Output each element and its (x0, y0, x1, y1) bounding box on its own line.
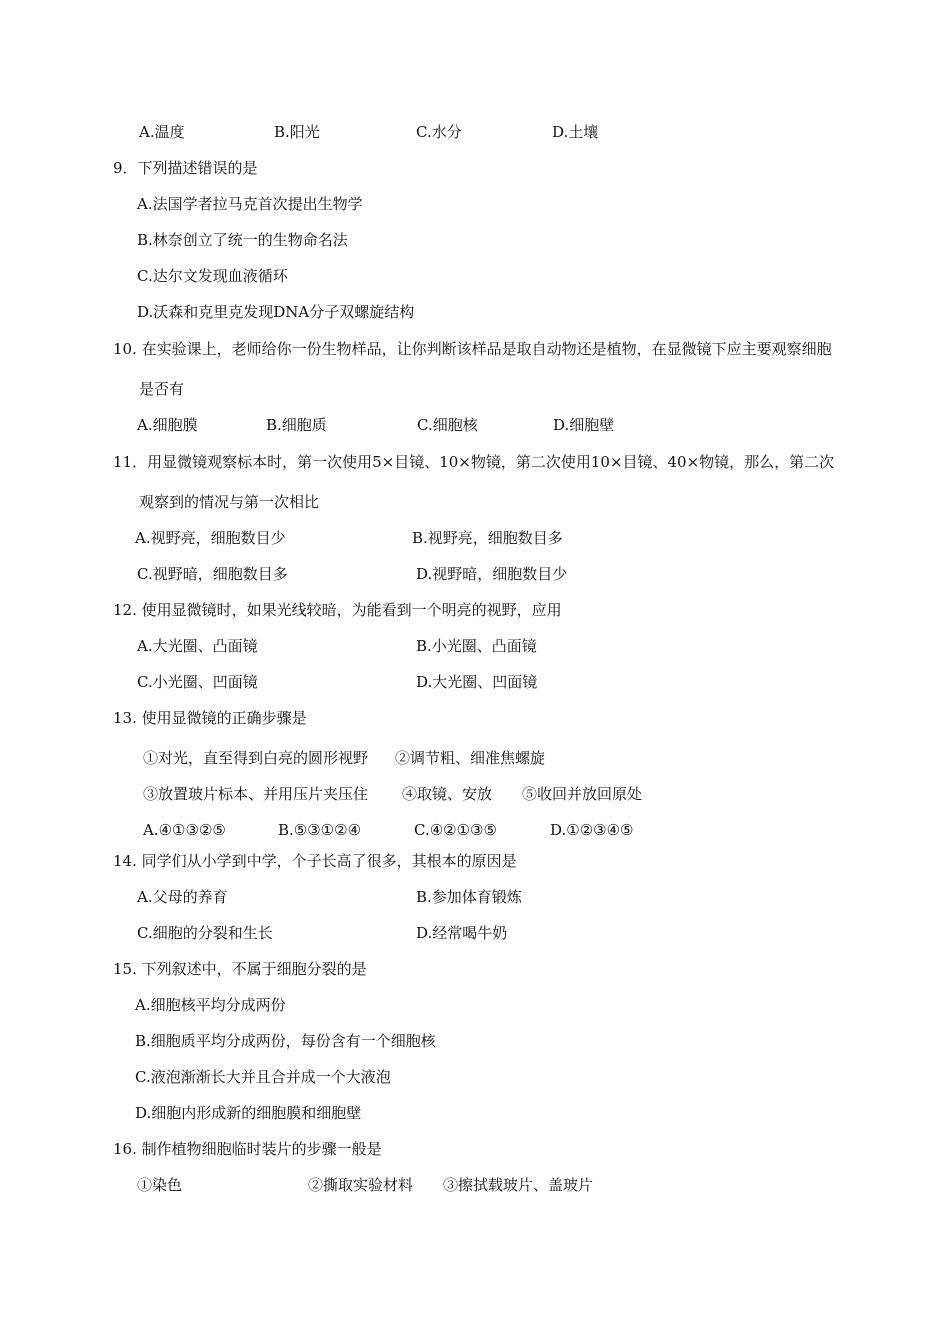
q12-stem: 12. 使用显微镜时，如果光线较暗，为能看到一个明亮的视野，应用 (113, 601, 562, 619)
q16-step-1: ①染色 (137, 1176, 183, 1194)
q15-option-c: C.液泡渐渐长大并且合并成一个大液泡 (135, 1068, 391, 1086)
q15-stem: 15. 下列叙述中，不属于细胞分裂的是 (113, 960, 367, 978)
q13-option-b: B.⑤③①②④ (278, 821, 362, 839)
q11-stem-line2: 观察到的情况与第一次相比 (139, 493, 320, 511)
q11-option-a: A.视野亮，细胞数目少 (135, 529, 286, 547)
q11-option-c: C.视野暗，细胞数目多 (137, 565, 288, 583)
q14-option-d: D.经常喝牛奶 (416, 924, 508, 942)
q12-option-d: D.大光圈、凹面镜 (416, 673, 538, 691)
q14-option-c: C.细胞的分裂和生长 (137, 924, 273, 942)
q10-stem-line1: 10. 在实验课上，老师给你一份生物样品，让你判断该样品是取自动物还是植物，在显微镜下应主要观察细胞 (113, 340, 832, 358)
q13-option-c: C.④②①③⑤ (414, 821, 497, 839)
q11-option-d: D.视野暗，细胞数目少 (416, 565, 568, 583)
q8-option-a: A.温度 (139, 123, 185, 141)
q12-option-c: C.小光圈、凹面镜 (137, 673, 258, 691)
q13-stem: 13. 使用显微镜的正确步骤是 (113, 709, 307, 727)
q9-option-a: A.法国学者拉马克首次提出生物学 (137, 195, 363, 213)
q9-option-c: C.达尔文发现血液循环 (137, 267, 288, 285)
q8-option-b: B.阳光 (274, 123, 320, 141)
q15-option-a: A.细胞核平均分成两份 (135, 996, 286, 1014)
q15-option-d: D.细胞内形成新的细胞膜和细胞壁 (135, 1104, 362, 1122)
q13-option-d: D.①②③④⑤ (550, 821, 634, 839)
q9-option-b: B.林奈创立了统一的生物命名法 (137, 231, 348, 249)
q14-option-b: B.参加体育锻炼 (416, 888, 522, 906)
q10-option-c: C.细胞核 (417, 416, 478, 434)
q13-option-a: A.④①③②⑤ (143, 821, 226, 839)
q9-stem: 9．下列描述错误的是 (113, 159, 258, 177)
q13-step-1: ①对光，直至得到白亮的圆形视野 (143, 749, 369, 767)
q14-stem: 14. 同学们从小学到中学，个子长高了很多，其根本的原因是 (113, 852, 517, 870)
q9-option-d: D.沃森和克里克发现DNA分子双螺旋结构 (137, 303, 415, 321)
q10-option-d: D.细胞壁 (553, 416, 615, 434)
q13-step-4: ④取镜、安放 (402, 785, 493, 803)
q13-step-5: ⑤收回并放回原处 (522, 785, 643, 803)
q8-option-d: D.土壤 (552, 123, 599, 141)
q11-option-b: B.视野亮，细胞数目多 (412, 529, 563, 547)
q16-step-2: ②撕取实验材料 (308, 1176, 414, 1194)
q16-stem: 16. 制作植物细胞临时装片的步骤一般是 (113, 1140, 382, 1158)
q14-option-a: A.父母的养育 (137, 888, 228, 906)
q15-option-b: B.细胞质平均分成两份，每份含有一个细胞核 (135, 1032, 436, 1050)
q10-option-a: A.细胞膜 (137, 416, 198, 434)
q12-option-b: B.小光圈、凸面镜 (416, 637, 537, 655)
q13-step-2: ②调节粗、细准焦螺旋 (395, 749, 546, 767)
q8-option-c: C.水分 (416, 123, 462, 141)
q13-step-3: ③放置玻片标本、并用压片夹压住 (143, 785, 369, 803)
q16-step-3: ③擦拭载玻片、盖玻片 (443, 1176, 594, 1194)
q12-option-a: A.大光圈、凸面镜 (137, 637, 258, 655)
q11-stem-line1: 11．用显微镜观察标本时，第一次使用5×目镜、10×物镜，第二次使用10×目镜、40×物镜，那么，第二次 (113, 453, 835, 471)
q10-stem-line2: 是否有 (139, 380, 185, 398)
q10-option-b: B.细胞质 (266, 416, 327, 434)
